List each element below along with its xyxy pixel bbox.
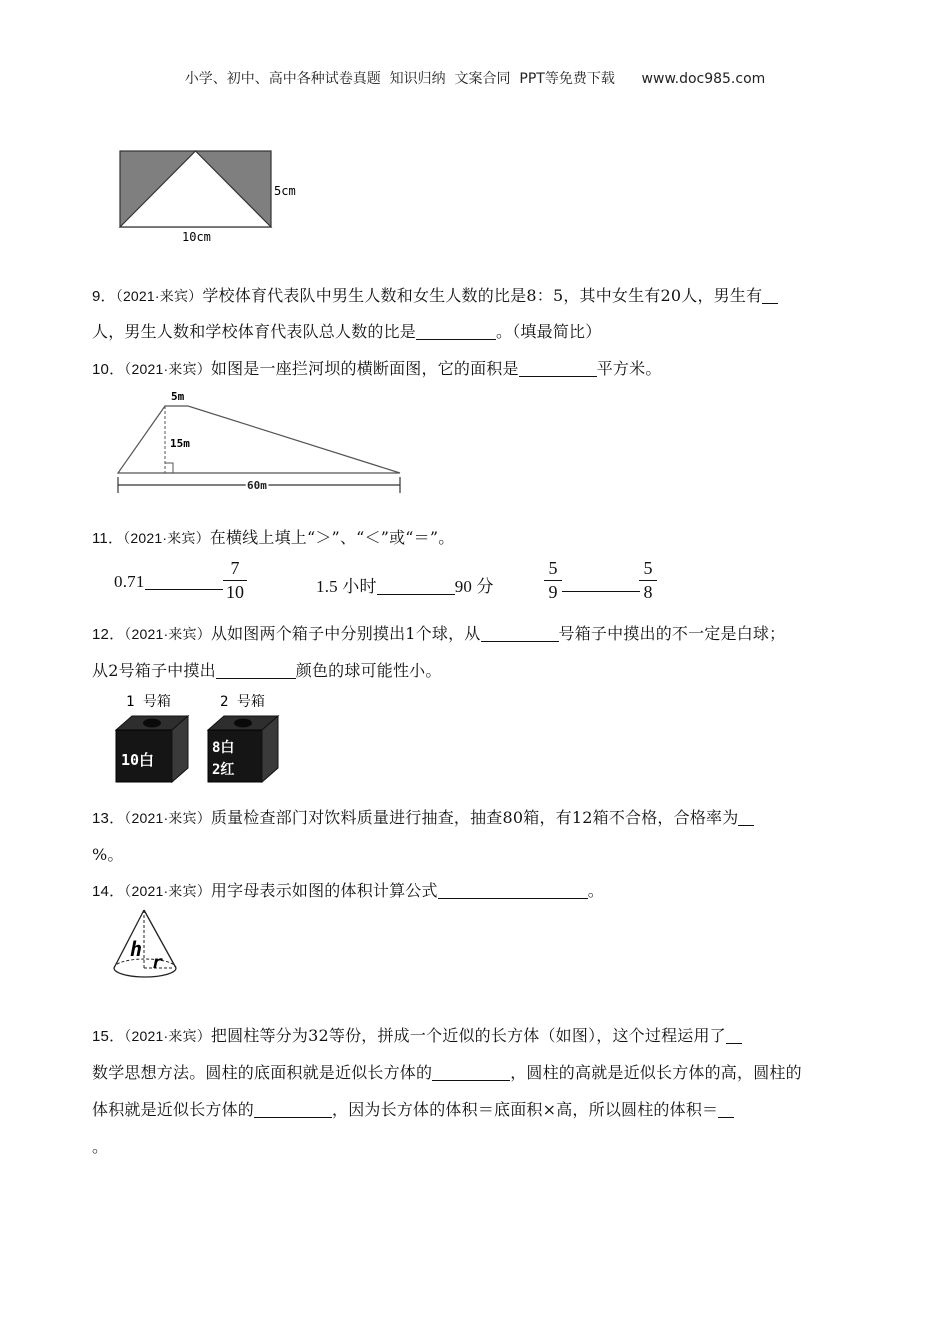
question-number: 14． <box>92 883 125 900</box>
ball-boxes-figure <box>108 688 288 788</box>
question-13-line2 <box>92 842 124 865</box>
question-12-line2 <box>92 658 442 681</box>
question-9-line2 <box>92 319 601 342</box>
answer-blank[interactable] <box>216 662 296 679</box>
base-label: 60m <box>247 479 267 492</box>
question-number: 12． <box>92 626 125 643</box>
question-text: 人，男生人数和学校体育代表队总人数的比是 <box>92 322 417 341</box>
question-number: 15． <box>92 1028 125 1045</box>
cone-base-front <box>114 968 176 977</box>
question-source: （2021·来宾） <box>124 883 211 899</box>
numerator: 7 <box>230 558 240 578</box>
header-text: 小学、初中、高中各种试卷真题 知识归纳 文案合同 PPT等免费下载 <box>184 71 615 87</box>
fraction-7-10 <box>223 558 247 603</box>
question-text: 从2号箱子中摸出 <box>92 661 216 680</box>
answer-blank[interactable] <box>562 591 640 592</box>
question-text: 从如图两个箱子中分别摸出1个球，从 <box>210 624 481 643</box>
numerator: 5 <box>643 558 653 578</box>
time-value: 1.5 小时 <box>316 577 377 596</box>
question-text: 质量检查部门对饮料质量进行抽查，抽查80箱，有12箱不合格，合格率为 <box>210 808 739 827</box>
answer-blank[interactable] <box>254 1101 332 1118</box>
question-14-line1 <box>92 878 604 901</box>
fraction-5-8 <box>639 558 657 603</box>
box-2-content-1: 8白 <box>212 740 235 756</box>
question-number: 13． <box>92 810 125 827</box>
question-15-line4 <box>92 1134 108 1157</box>
question-text: 用字母表示如图的体积计算公式 <box>210 881 438 900</box>
answer-blank[interactable] <box>145 573 223 590</box>
box-1-content: 10白 <box>121 751 155 769</box>
question-text: %。 <box>92 845 124 864</box>
box-hole <box>234 719 252 728</box>
question-text: 。（填最简比） <box>496 322 602 341</box>
question-text: ，圆柱的高就是近似长方体的高，圆柱的 <box>510 1063 802 1082</box>
trapezoid-shape <box>118 406 400 473</box>
question-text: 数学思想方法。圆柱的底面积就是近似长方体的 <box>92 1063 433 1082</box>
question-number: 11． <box>92 530 124 547</box>
denominator: 9 <box>548 582 558 602</box>
question-10-line1 <box>92 356 662 379</box>
denominator: 8 <box>643 582 653 602</box>
question-9-line1 <box>92 283 778 306</box>
time-value: 90 分 <box>454 577 494 596</box>
fraction-5-9 <box>544 558 562 603</box>
fraction-bar <box>223 580 247 581</box>
question-source: （2021·来宾） <box>124 361 211 377</box>
top-label: 5m <box>171 390 185 403</box>
question-source: （2021·来宾） <box>124 810 211 826</box>
question-source: （2021·来宾） <box>124 626 211 642</box>
header-url: www.doc985.com <box>641 71 766 87</box>
box-2-content-2: 2红 <box>212 762 235 778</box>
question-15-line1 <box>92 1023 742 1046</box>
question-text: 平方米。 <box>596 359 662 378</box>
numerator: 5 <box>548 558 558 578</box>
answer-blank[interactable] <box>726 1027 742 1044</box>
answer-blank[interactable] <box>762 287 778 304</box>
page-header <box>0 68 950 88</box>
question-number: 9． <box>92 288 116 305</box>
fraction-bar <box>544 580 562 581</box>
question-source: （2021·来宾） <box>124 1028 211 1044</box>
box-1-label: 1 号箱 <box>126 694 171 710</box>
question-text: 号箱子中摸出的不一定是白球； <box>558 624 786 643</box>
right-angle-mark <box>165 463 173 473</box>
question-13-line1 <box>92 805 754 828</box>
compare-item-1 <box>114 572 223 592</box>
question-12-line1 <box>92 621 785 644</box>
answer-blank[interactable] <box>738 809 754 826</box>
answer-blank[interactable] <box>377 578 455 595</box>
question-source: （2021·来宾） <box>115 288 203 304</box>
answer-blank[interactable] <box>432 1064 510 1081</box>
fraction-bar <box>639 580 657 581</box>
r-label: r <box>152 952 163 973</box>
question-number: 10． <box>92 361 125 378</box>
compare-item-2 <box>316 572 494 597</box>
box-2-label: 2 号箱 <box>220 694 265 710</box>
decimal-value: 0.71 <box>114 572 145 591</box>
height-label: 5cm <box>274 184 296 198</box>
box-1 <box>116 716 188 782</box>
answer-blank[interactable] <box>438 882 588 899</box>
answer-blank[interactable] <box>481 625 559 642</box>
denominator: 10 <box>226 582 244 602</box>
rectangle-triangle-figure <box>110 142 310 252</box>
question-text: 颜色的球可能性小。 <box>295 661 442 680</box>
question-15-line3 <box>92 1097 734 1120</box>
height-label: 15m <box>170 437 190 450</box>
box-hole <box>143 719 161 728</box>
box-2 <box>208 716 278 782</box>
question-15-line2 <box>92 1060 802 1083</box>
width-label: 10cm <box>182 230 211 244</box>
question-text: 。 <box>587 881 604 900</box>
answer-blank[interactable] <box>519 360 597 377</box>
question-text: 学校体育代表队中男生人数和女生人数的比是8：5，其中女生有20人，男生有 <box>202 286 763 305</box>
h-label: h <box>130 937 143 961</box>
question-text: 把圆柱等分为32等份，拼成一个近似的长方体（如图），这个过程运用了 <box>210 1026 726 1045</box>
question-text: ，因为长方体的体积＝底面积×高，所以圆柱的体积＝ <box>332 1100 719 1119</box>
answer-blank[interactable] <box>718 1101 734 1118</box>
question-text: 。 <box>92 1137 109 1156</box>
cone-figure <box>108 906 188 986</box>
question-text: 如图是一座拦河坝的横断面图，它的面积是 <box>210 359 519 378</box>
question-text: 体积就是近似长方体的 <box>92 1100 255 1119</box>
answer-blank[interactable] <box>416 323 496 340</box>
question-source: （2021·来宾） <box>123 530 210 546</box>
cone-base-back <box>114 959 176 968</box>
question-text: 在横线上填上“＞”、“＜”或“＝”。 <box>209 528 455 547</box>
question-11-line1 <box>92 525 454 548</box>
dam-cross-section-figure <box>110 385 410 500</box>
